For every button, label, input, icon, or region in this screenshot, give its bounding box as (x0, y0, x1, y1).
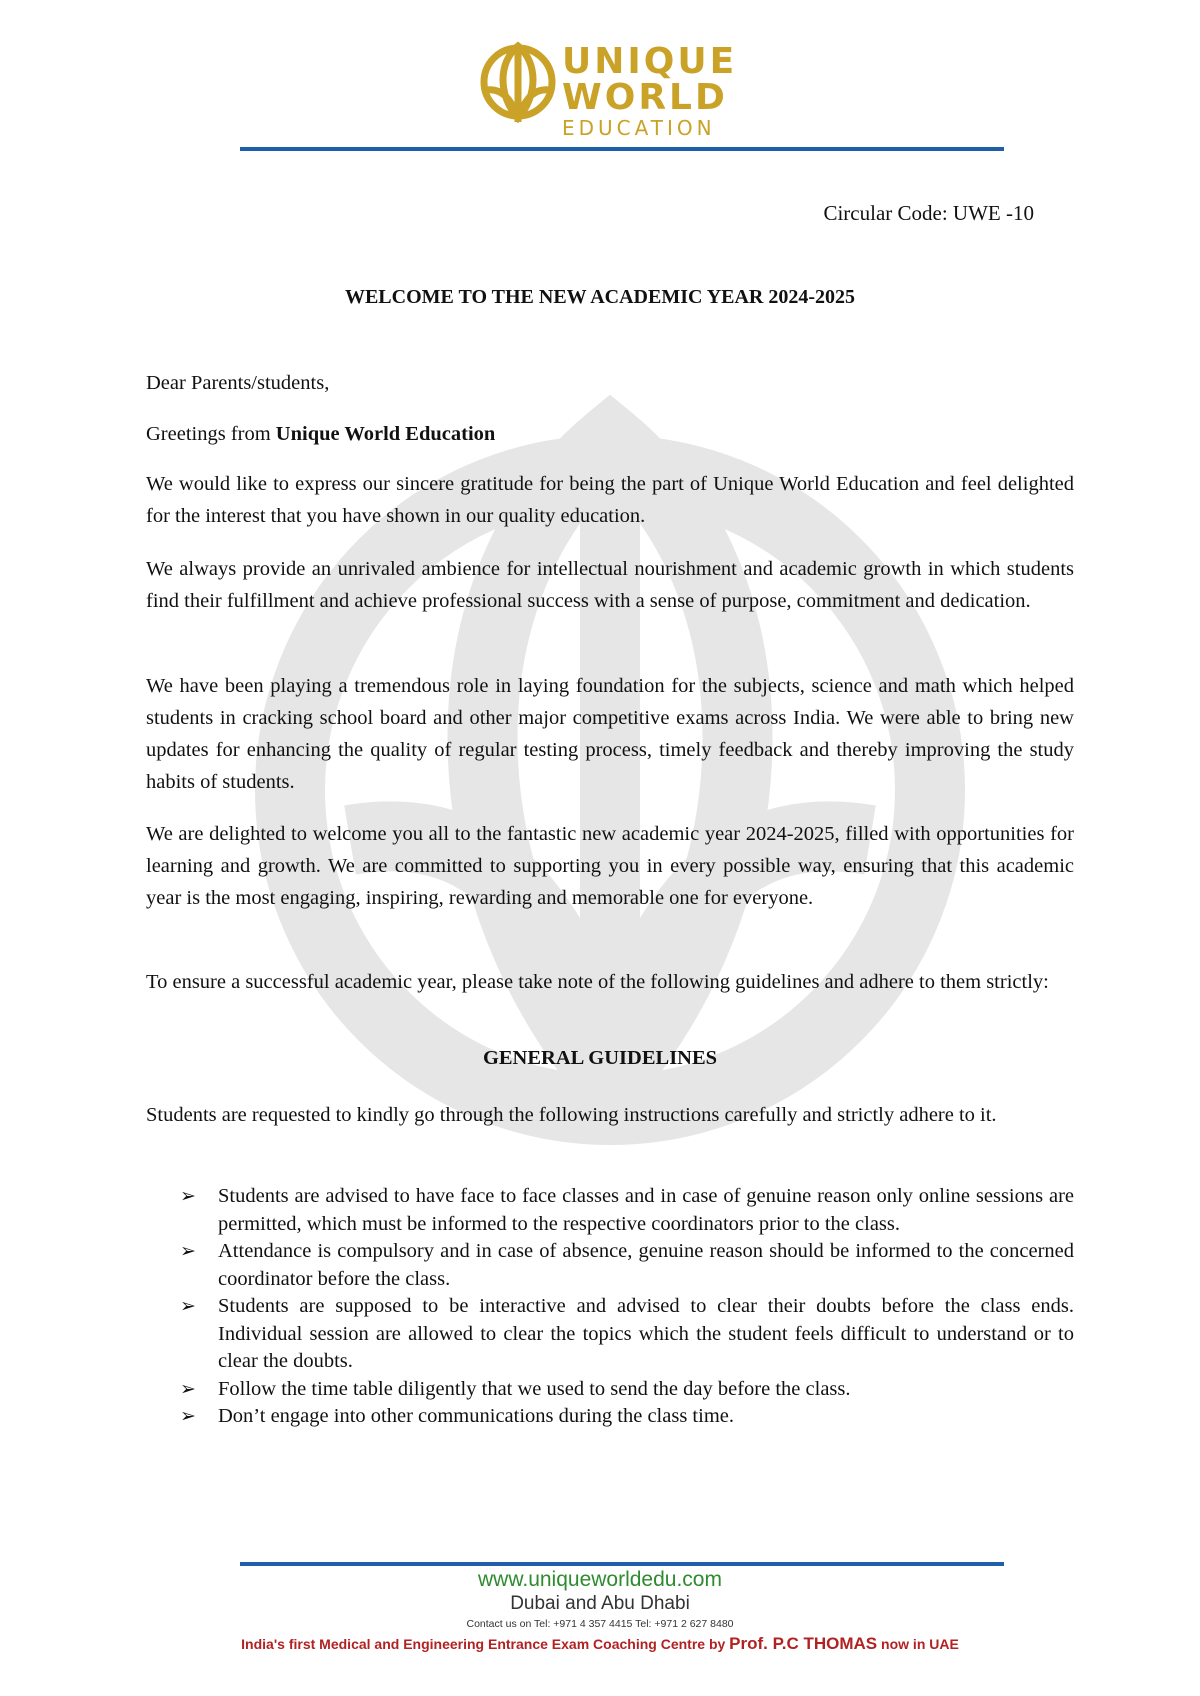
list-item: ➢ Attendance is compulsory and in case of absence, genuine reason should be informed to the concerned coordinator before the class. (180, 1240, 1074, 1290)
paragraph-1: We would like to express our sincere gratitude for being the part of Unique World Education and feel delighted for the interest that you have shown in our quality education. (146, 473, 1074, 527)
footer-tagline-name: Prof. P.C THOMAS (729, 1634, 878, 1653)
footer-divider (240, 1562, 1004, 1566)
list-item: ➢ Follow the time table diligently that we used to send the day before the class. (180, 1376, 1074, 1404)
arrow-bullet-icon: ➢ (180, 1295, 196, 1317)
arrow-bullet-icon: ➢ (180, 1185, 196, 1207)
paragraph-3: We have been playing a tremendous role in laying foundation for the subjects, science and math which helped students in cracking school board and other major competitive exams across India. We were able to bring new updates for enhancing the quality of regular testing process, timely feedback and thereby improving the study habits of students. (146, 675, 1074, 793)
salutation: Dear Parents/students, (146, 372, 330, 394)
list-item: ➢ Don’t engage into other communications during the class time. (180, 1403, 1074, 1431)
footer-website-link[interactable]: www.uniqueworldedu.com (478, 1568, 722, 1591)
guidelines-list (180, 1183, 1074, 1431)
greeting (146, 418, 1074, 450)
arrow-bullet-icon: ➢ (180, 1240, 196, 1262)
logo-text-education: EDUCATION (562, 116, 716, 140)
arrow-bullet-icon: ➢ (180, 1405, 196, 1427)
paragraph-5: To ensure a successful academic year, please take note of the following guidelines and adhere to them strictly: (146, 971, 1049, 993)
greeting-org: Unique World Education (275, 423, 496, 445)
guidelines-intro: Students are requested to kindly go through the following instructions carefully and strictly adhere to it. (146, 1104, 997, 1126)
footer-location: Dubai and Abu Dhabi (510, 1593, 690, 1614)
header-divider (240, 147, 1004, 151)
paragraph-2: We always provide an unrivaled ambience for intellectual nourishment and academic growth in which students find their fulfillment and achieve professional success with a sense of purpose, commitment and dedication. (146, 558, 1074, 612)
section-heading: GENERAL GUIDELINES (482, 1047, 718, 1069)
paragraph-4: We are delighted to welcome you all to the fantastic new academic year 2024-2025, filled with opportunities for learning and growth. We are committed to supporting you in every possible way, ensuring that this academic year is the most engaging, inspiring, rewarding and memorable one for everyone. (146, 823, 1074, 909)
greeting-prefix: Greetings from (146, 423, 276, 445)
arrow-bullet-icon: ➢ (180, 1377, 196, 1400)
list-item: ➢ Students are advised to have face to face classes and in case of genuine reason only online sessions are permitted, which must be informed to the respective coordinators prior to the class. (180, 1185, 1074, 1235)
footer-contact: Contact us on Tel: +971 4 357 4415 Tel: +971 2 627 8480 (466, 1618, 734, 1630)
logo-text-world: WORLD (562, 77, 728, 118)
logo-text-unique: UNIQUE (562, 41, 738, 82)
footer-tagline: India's first Medical and Engineering Entrance Exam Coaching Centre by Prof. P.C THOMAS now in UAE (241, 1634, 959, 1653)
page-title: WELCOME TO THE NEW ACADEMIC YEAR 2024-2025 (344, 286, 856, 308)
list-item: ➢ Students are supposed to be interactive and advised to clear their doubts before the class ends. Individual session are allowed to clear the topics which the student feels difficult to understand or to clear the doubts. (180, 1295, 1074, 1372)
circular-code: Circular Code: UWE -10 (823, 201, 1034, 225)
